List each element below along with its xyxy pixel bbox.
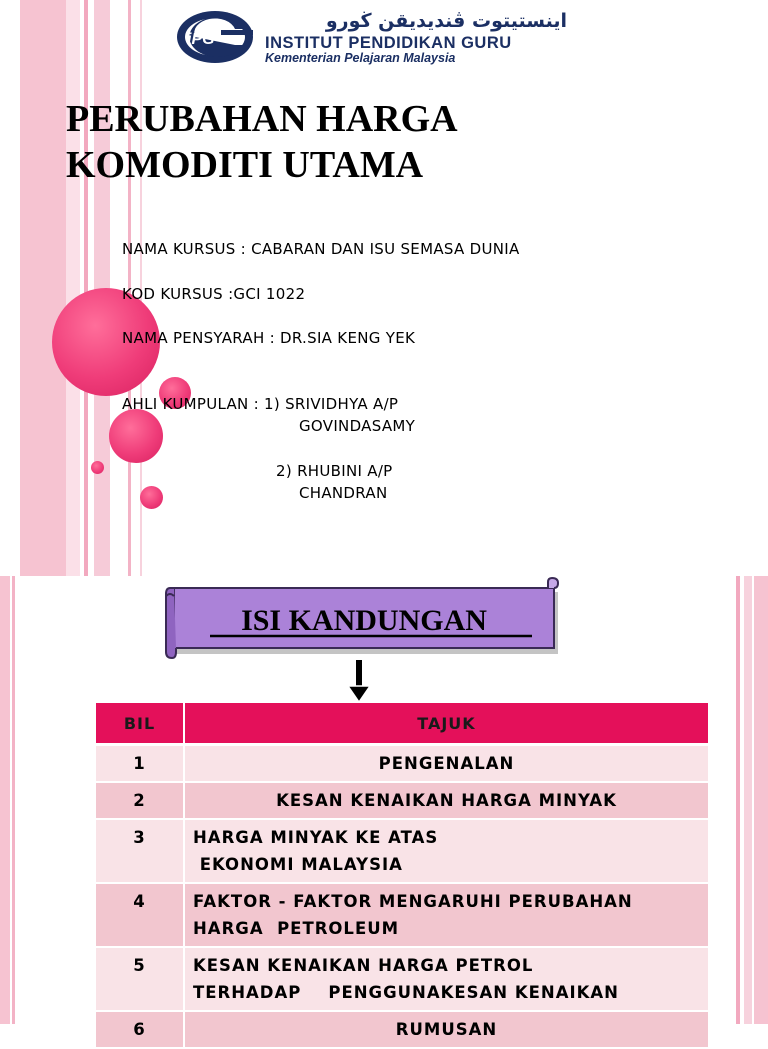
row-topic [185,746,710,783]
row-topic [185,783,710,820]
row-topic [185,1012,710,1049]
banner-title: ISI KANDUNGAN [241,604,487,637]
row-number: 4 [96,884,185,948]
row-number: 5 [96,948,185,1012]
title-line-1: PERUBAHAN HARGA [66,98,458,140]
decor-stripe [744,576,752,1024]
title-scroll-banner [166,578,562,660]
header-bil: BIL [96,703,185,746]
logo-jawi-text: اينستيتوت ڤنديديقن ڬورو [325,10,567,32]
decor-bubble [109,409,163,463]
row-topic-line: FAKTOR - FAKTOR MENGARUHI PERUBAHAN [193,892,633,911]
badge-text: iPG [187,31,215,48]
table-header-row [96,703,710,746]
row-number: 2 [96,783,185,820]
table-row [96,746,710,783]
table-row [96,948,710,1012]
decor-bubble [91,461,104,474]
row-topic-line-2: EKONOMI MALAYSIA [193,855,403,874]
decor-stripe [20,0,66,576]
row-topic-line-2: HARGA PETROLEUM [193,919,400,938]
row-topic-line: KESAN KENAIKAN HARGA PETROL [193,956,534,975]
logo-ministry-name: Kementerian Pelajaran Malaysia [265,51,456,65]
title-line-2: KOMODITI UTAMA [66,144,424,186]
row-number: 3 [96,820,185,884]
row-topic-line: PENGENALAN [378,754,515,773]
lecturer-name: NAMA PENSYARAH : DR.SIA KENG YEK [122,329,416,347]
table-row [96,1012,710,1049]
member-1-cont: GOVINDASAMY [299,417,416,435]
table-row [96,783,710,820]
member-2: 2) RHUBINI A/P [276,462,393,480]
header-tajuk: TAJUK [185,703,710,746]
decor-stripe [66,0,80,576]
decor-stripe [12,576,15,1024]
row-topic [185,820,710,884]
row-topic-line: HARGA MINYAK KE ATAS [193,828,439,847]
contents-slide [0,576,768,1039]
member-2-cont: CHANDRAN [299,484,388,502]
decor-stripe [84,0,88,576]
course-name: NAMA KURSUS : CABARAN DAN ISU SEMASA DUNIA [122,240,520,258]
row-topic-line-2: TERHADAP PENGGUNAKESAN KENAIKAN [193,983,619,1002]
logo-institute-name: INSTITUT PENDIDIKAN GURU [265,34,512,52]
row-topic-line: RUMUSAN [395,1020,498,1039]
row-number: 6 [96,1012,185,1049]
course-code: KOD KURSUS :GCI 1022 [122,285,306,303]
table-row [96,820,710,884]
row-topic [185,948,710,1012]
row-topic-line: KESAN KENAIKAN HARGA MINYAK [276,791,617,810]
down-arrow-icon [346,660,372,704]
decor-stripe [736,576,740,1024]
institute-logo [175,8,570,68]
table-row [96,884,710,948]
row-topic [185,884,710,948]
contents-table [96,703,710,1049]
row-number: 1 [96,746,185,783]
ipg-emblem-icon [175,8,261,66]
slide-title [66,96,458,188]
group-members-label: AHLI KUMPULAN : 1) SRIVIDHYA A/P [122,395,399,413]
decor-bubble [140,486,163,509]
decor-stripe [754,576,768,1024]
decor-stripe [0,576,10,1024]
